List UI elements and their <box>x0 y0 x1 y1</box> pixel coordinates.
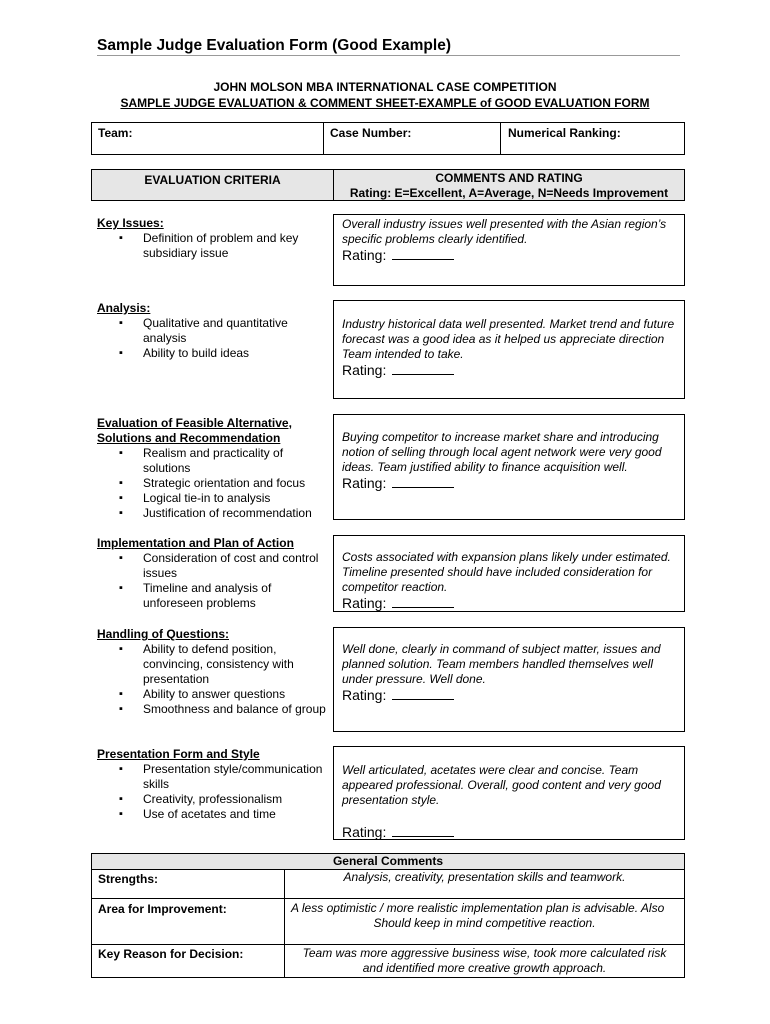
rating-line[interactable] <box>342 824 676 841</box>
rating-blank[interactable] <box>392 476 454 488</box>
general-comments-title: General Comments <box>332 854 444 868</box>
improvement-cell[interactable] <box>284 898 685 945</box>
criterion-questions <box>97 627 333 717</box>
criterion-evaluation <box>97 416 333 521</box>
criterion-heading: Analysis: <box>97 301 151 315</box>
criterion-bullet: ▪ Creativity, professionalism <box>97 792 333 807</box>
rating-line[interactable] <box>342 687 676 704</box>
decision-text: Team was more aggressive business wise, took more calculated risk and identified more creative growth approach. <box>302 946 667 975</box>
comment-text: Well articulated, acetates were clear and concise. Team appeared professional. Overall, good content and very good presentation style. <box>342 763 661 807</box>
criterion-heading: Implementation and Plan of Action <box>97 536 294 550</box>
comment-text: Industry historical data well presented. Market trend and future forecast was a good idea as it helped us appreciate direction Team intended to take. <box>342 317 675 361</box>
comment-box-evaluation[interactable] <box>333 414 685 520</box>
criterion-bullet: ▪ Justification of recommendation <box>97 506 333 521</box>
competition-heading: JOHN MOLSON MBA INTERNATIONAL CASE COMPETITION <box>213 80 557 94</box>
criterion-implementation <box>97 536 333 611</box>
rating-line[interactable] <box>342 247 676 264</box>
comments-title: COMMENTS AND RATING <box>435 171 583 185</box>
strengths-cell[interactable] <box>284 869 685 899</box>
strengths-label-cell <box>91 869 285 899</box>
rating-blank[interactable] <box>392 688 454 700</box>
criterion-bullet: ▪ Presentation style/communication skills <box>97 762 333 792</box>
criterion-heading: Evaluation of Feasible Alternative, Solutions and Recommendation <box>97 416 292 445</box>
comment-box-presentation[interactable] <box>333 746 685 840</box>
comment-box-analysis[interactable] <box>333 300 685 399</box>
improvement-label: Area for Improvement: <box>98 902 227 916</box>
decision-label: Key Reason for Decision: <box>98 947 244 961</box>
rating-label: Rating: <box>342 687 387 703</box>
criterion-heading: Handling of Questions: <box>97 627 229 641</box>
criterion-key-issues <box>97 216 333 261</box>
improvement-text-2: Should keep in mind competitive reaction. <box>373 916 596 930</box>
page-title: Sample Judge Evaluation Form (Good Example) <box>97 37 451 54</box>
rating-line[interactable] <box>342 475 676 492</box>
criterion-presentation <box>97 747 333 822</box>
criterion-bullet: ▪ Consideration of cost and control issues <box>97 551 333 581</box>
strengths-label: Strengths: <box>98 872 158 886</box>
comment-text: Well done, clearly in command of subject matter, issues and planned solution. Team members handled themselves well under pressure. Well done. <box>342 642 661 686</box>
criterion-bullet: ▪ Ability to defend position, convincing, consistency with presentation <box>97 642 333 687</box>
comment-box-implementation[interactable] <box>333 535 685 612</box>
form-heading: SAMPLE JUDGE EVALUATION & COMMENT SHEET-EXAMPLE of GOOD EVALUATION FORM <box>120 96 650 110</box>
rating-label: Rating: <box>342 824 387 840</box>
title-divider <box>97 55 680 56</box>
criterion-bullet: ▪ Definition of problem and key subsidiary issue <box>97 231 333 261</box>
rating-scale: Rating: E=Excellent, A=Average, N=Needs Improvement <box>349 186 669 200</box>
ranking-field[interactable]: Numerical Ranking: <box>508 126 621 140</box>
rating-blank[interactable] <box>392 825 454 837</box>
criteria-left-title: EVALUATION CRITERIA <box>144 173 281 187</box>
criterion-bullet: ▪ Ability to answer questions <box>97 687 333 702</box>
criterion-bullet: ▪ Realism and practicality of solutions <box>97 446 333 476</box>
criteria-left-header <box>91 169 334 201</box>
improvement-text: A less optimistic / more realistic implementation plan is advisable. Also <box>291 901 665 915</box>
rating-blank[interactable] <box>392 596 454 608</box>
decision-label-cell <box>91 944 285 978</box>
rating-line[interactable] <box>342 595 676 612</box>
comment-text: Costs associated with expansion plans likely under estimated. Timeline presented should have included consideration for competitor reaction. <box>342 550 671 594</box>
criterion-bullet: ▪ Qualitative and quantitative analysis <box>97 316 333 346</box>
team-field[interactable]: Team: <box>98 126 133 140</box>
general-comments-header <box>91 853 685 870</box>
info-divider <box>323 123 324 154</box>
improvement-label-cell <box>91 898 285 945</box>
rating-blank[interactable] <box>392 363 454 375</box>
criterion-bullet: ▪ Smoothness and balance of group <box>97 702 333 717</box>
rating-blank[interactable] <box>392 248 454 260</box>
criterion-heading: Key Issues: <box>97 216 164 230</box>
criterion-bullet: ▪ Use of acetates and time <box>97 807 333 822</box>
comment-box-key-issues[interactable] <box>333 214 685 286</box>
rating-line[interactable] <box>342 362 676 379</box>
info-divider <box>500 123 501 154</box>
rating-label: Rating: <box>342 362 387 378</box>
case-number-field[interactable]: Case Number: <box>330 126 412 140</box>
criterion-bullet: ▪ Ability to build ideas <box>97 346 333 361</box>
criterion-heading: Presentation Form and Style <box>97 747 260 761</box>
rating-label: Rating: <box>342 595 387 611</box>
comment-box-questions[interactable] <box>333 627 685 732</box>
comment-text: Buying competitor to increase market share and introducing notion of selling through local agent network were very good ideas. Team justified ability to finance acquisition well. <box>342 430 662 474</box>
rating-label: Rating: <box>342 247 387 263</box>
strengths-text: Analysis, creativity, presentation skills and teamwork. <box>343 870 626 884</box>
info-table <box>91 122 685 155</box>
criterion-analysis <box>97 301 333 361</box>
rating-label: Rating: <box>342 475 387 491</box>
criteria-right-header <box>333 169 685 201</box>
criterion-bullet: ▪ Strategic orientation and focus <box>97 476 333 491</box>
criterion-bullet: ▪ Timeline and analysis of unforeseen problems <box>97 581 333 611</box>
comment-text: Overall industry issues well presented with the Asian region’s specific problems clearly identified. <box>342 217 667 246</box>
decision-cell[interactable] <box>284 944 685 978</box>
criterion-bullet: ▪ Logical tie-in to analysis <box>97 491 333 506</box>
